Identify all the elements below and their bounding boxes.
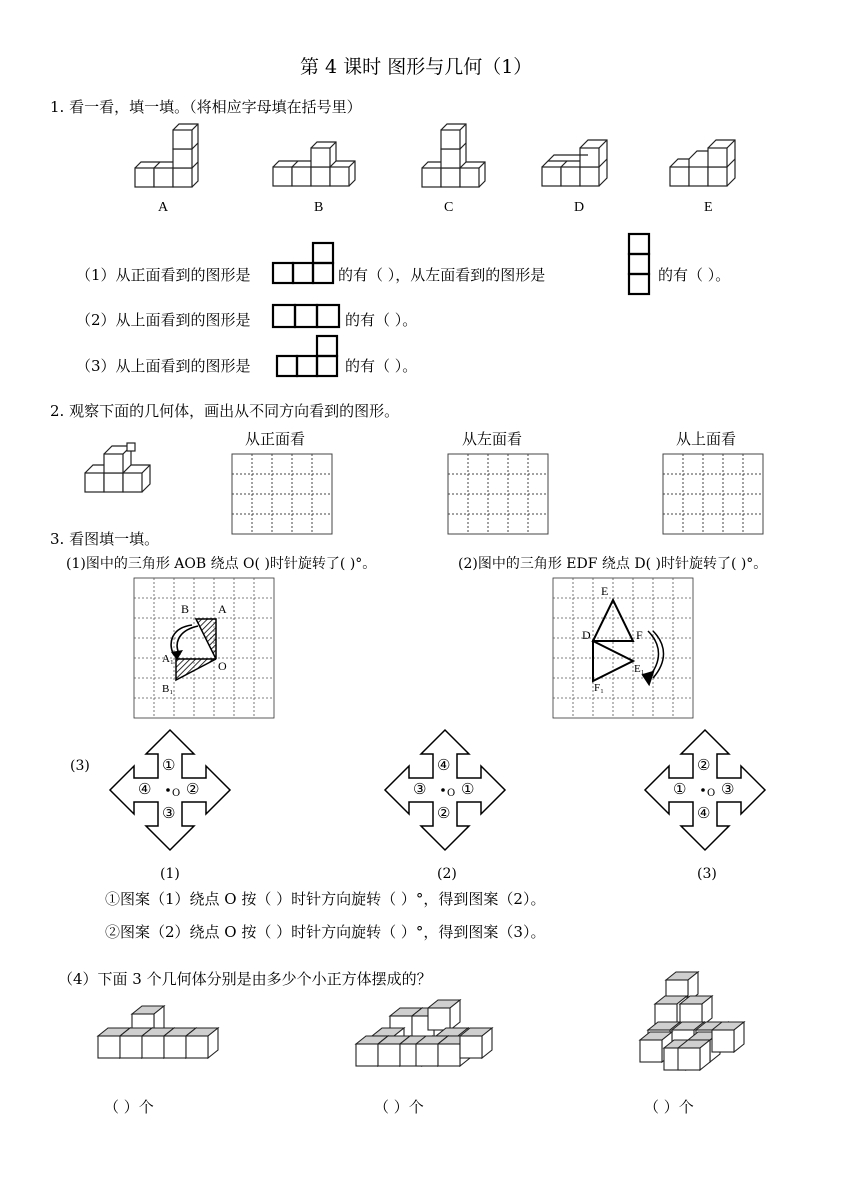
arrow-cross-1 — [110, 730, 230, 850]
point-a: A — [218, 602, 227, 616]
figure-label-b: B — [314, 200, 324, 215]
drawing-grid-3 — [663, 454, 763, 534]
arrow-label-left: ④ — [138, 780, 152, 798]
q1-sub2-prefix: （2）从上面看到的图形是 — [76, 311, 251, 329]
arrow-label-right: ③ — [721, 780, 735, 798]
left-view-shape — [629, 234, 649, 294]
arrow-label-right: ① — [461, 780, 475, 798]
point-d: D — [582, 628, 591, 642]
top-view-shape-2 — [273, 305, 339, 327]
front-view-shape-1 — [273, 243, 333, 283]
figure-e — [670, 140, 735, 186]
view-label-top: 从上面看 — [676, 430, 737, 448]
q3-sub4: （4）下面 3 个几何体分别是由多少个小正方体摆成的？ — [58, 970, 432, 988]
point-b: B — [181, 602, 190, 616]
arrow-cross-3 — [645, 730, 765, 850]
q3-sub2: (2)图中的三角形 EDF 绕点 D( )时针旋转了( )°。 — [458, 556, 768, 572]
top-view-shape-3 — [277, 336, 337, 376]
pattern-caption-3: (3) — [697, 866, 717, 882]
point-o: O — [218, 659, 227, 673]
pattern-caption-1: (1) — [160, 866, 180, 882]
q3-sub3-label: (3) — [70, 758, 90, 774]
arrow-label-left: ① — [673, 780, 687, 798]
figure-c — [422, 124, 485, 187]
q1-sub2-suffix: 的有（ ）。 — [345, 311, 418, 329]
q1-sub3-suffix: 的有（ ）。 — [345, 357, 418, 375]
view-label-front: 从正面看 — [245, 430, 306, 448]
q1-sub1-suffix: 的有（ ）。 — [658, 266, 731, 284]
page-title: 第 4 课时 图形与几何（1） — [300, 56, 533, 78]
answer-blank-1[interactable]: （ ）个 — [104, 1098, 154, 1116]
center-o: O — [172, 788, 181, 799]
center-o: O — [447, 788, 456, 799]
arrow-cross-2 — [385, 730, 505, 850]
point-e1: E₁ — [634, 663, 645, 675]
arrow-label-bottom: ④ — [697, 804, 711, 822]
q1-sub1-prefix: （1）从正面看到的图形是 — [76, 266, 251, 284]
arrow-label-top: ④ — [437, 756, 451, 774]
figure-label-d: D — [574, 200, 585, 215]
point-f1: F₁ — [594, 682, 604, 694]
view-label-left: 从左面看 — [462, 430, 523, 448]
cube-stack-3 — [640, 972, 744, 1070]
arrow-label-top: ① — [162, 756, 176, 774]
point-a1: A₁ — [162, 653, 174, 665]
figure-label-e: E — [704, 200, 713, 215]
point-e: E — [601, 584, 609, 598]
figure-b — [273, 142, 355, 186]
q3-line2: ②图案（2）绕点 O 按（ ）时针方向旋转（ ）°，得到图案（3）。 — [105, 923, 546, 941]
q2-heading: 2. 观察下面的几何体，画出从不同方向看到的图形。 — [50, 402, 400, 420]
arrow-label-top: ② — [697, 756, 711, 774]
answer-blank-2[interactable]: （ ）个 — [374, 1098, 424, 1116]
arrow-label-right: ② — [186, 780, 200, 798]
q3-heading: 3. 看图填一填。 — [50, 530, 160, 548]
q3-sub1: (1)图中的三角形 AOB 绕点 O( )时针旋转了( )°。 — [66, 556, 377, 572]
q1-sub1-mid: 的有（ ），从左面看到的图形是 — [338, 266, 546, 284]
q2-solid — [85, 443, 150, 492]
q3-line1: ①图案（1）绕点 O 按（ ）时针方向旋转（ ）°，得到图案（2）。 — [105, 890, 546, 908]
figure-a — [135, 124, 198, 187]
point-f: F — [636, 628, 643, 642]
figure-d — [542, 140, 607, 186]
triangle-aob-figure — [171, 619, 216, 680]
cube-stack-1 — [98, 1006, 218, 1058]
q1-sub3-prefix: （3）从上面看到的图形是 — [76, 357, 251, 375]
arrow-label-left: ③ — [413, 780, 427, 798]
rotation-grid-2 — [553, 578, 693, 718]
rotation-grid-1 — [134, 578, 274, 718]
figure-label-c: C — [444, 200, 454, 215]
drawing-grid-2 — [448, 454, 548, 534]
arrow-label-bottom: ② — [437, 804, 451, 822]
answer-blank-3[interactable]: （ ）个 — [644, 1098, 694, 1116]
cube-stack-2 — [356, 1000, 492, 1066]
point-b1: B₁ — [162, 683, 174, 695]
center-o: O — [707, 788, 716, 799]
pattern-caption-2: (2) — [437, 866, 457, 882]
figure-label-a: A — [158, 200, 169, 215]
arrow-label-bottom: ③ — [162, 804, 176, 822]
drawing-grid-1 — [232, 454, 332, 534]
q1-heading: 1. 看一看，填一填。（将相应字母填在括号里） — [50, 98, 362, 116]
